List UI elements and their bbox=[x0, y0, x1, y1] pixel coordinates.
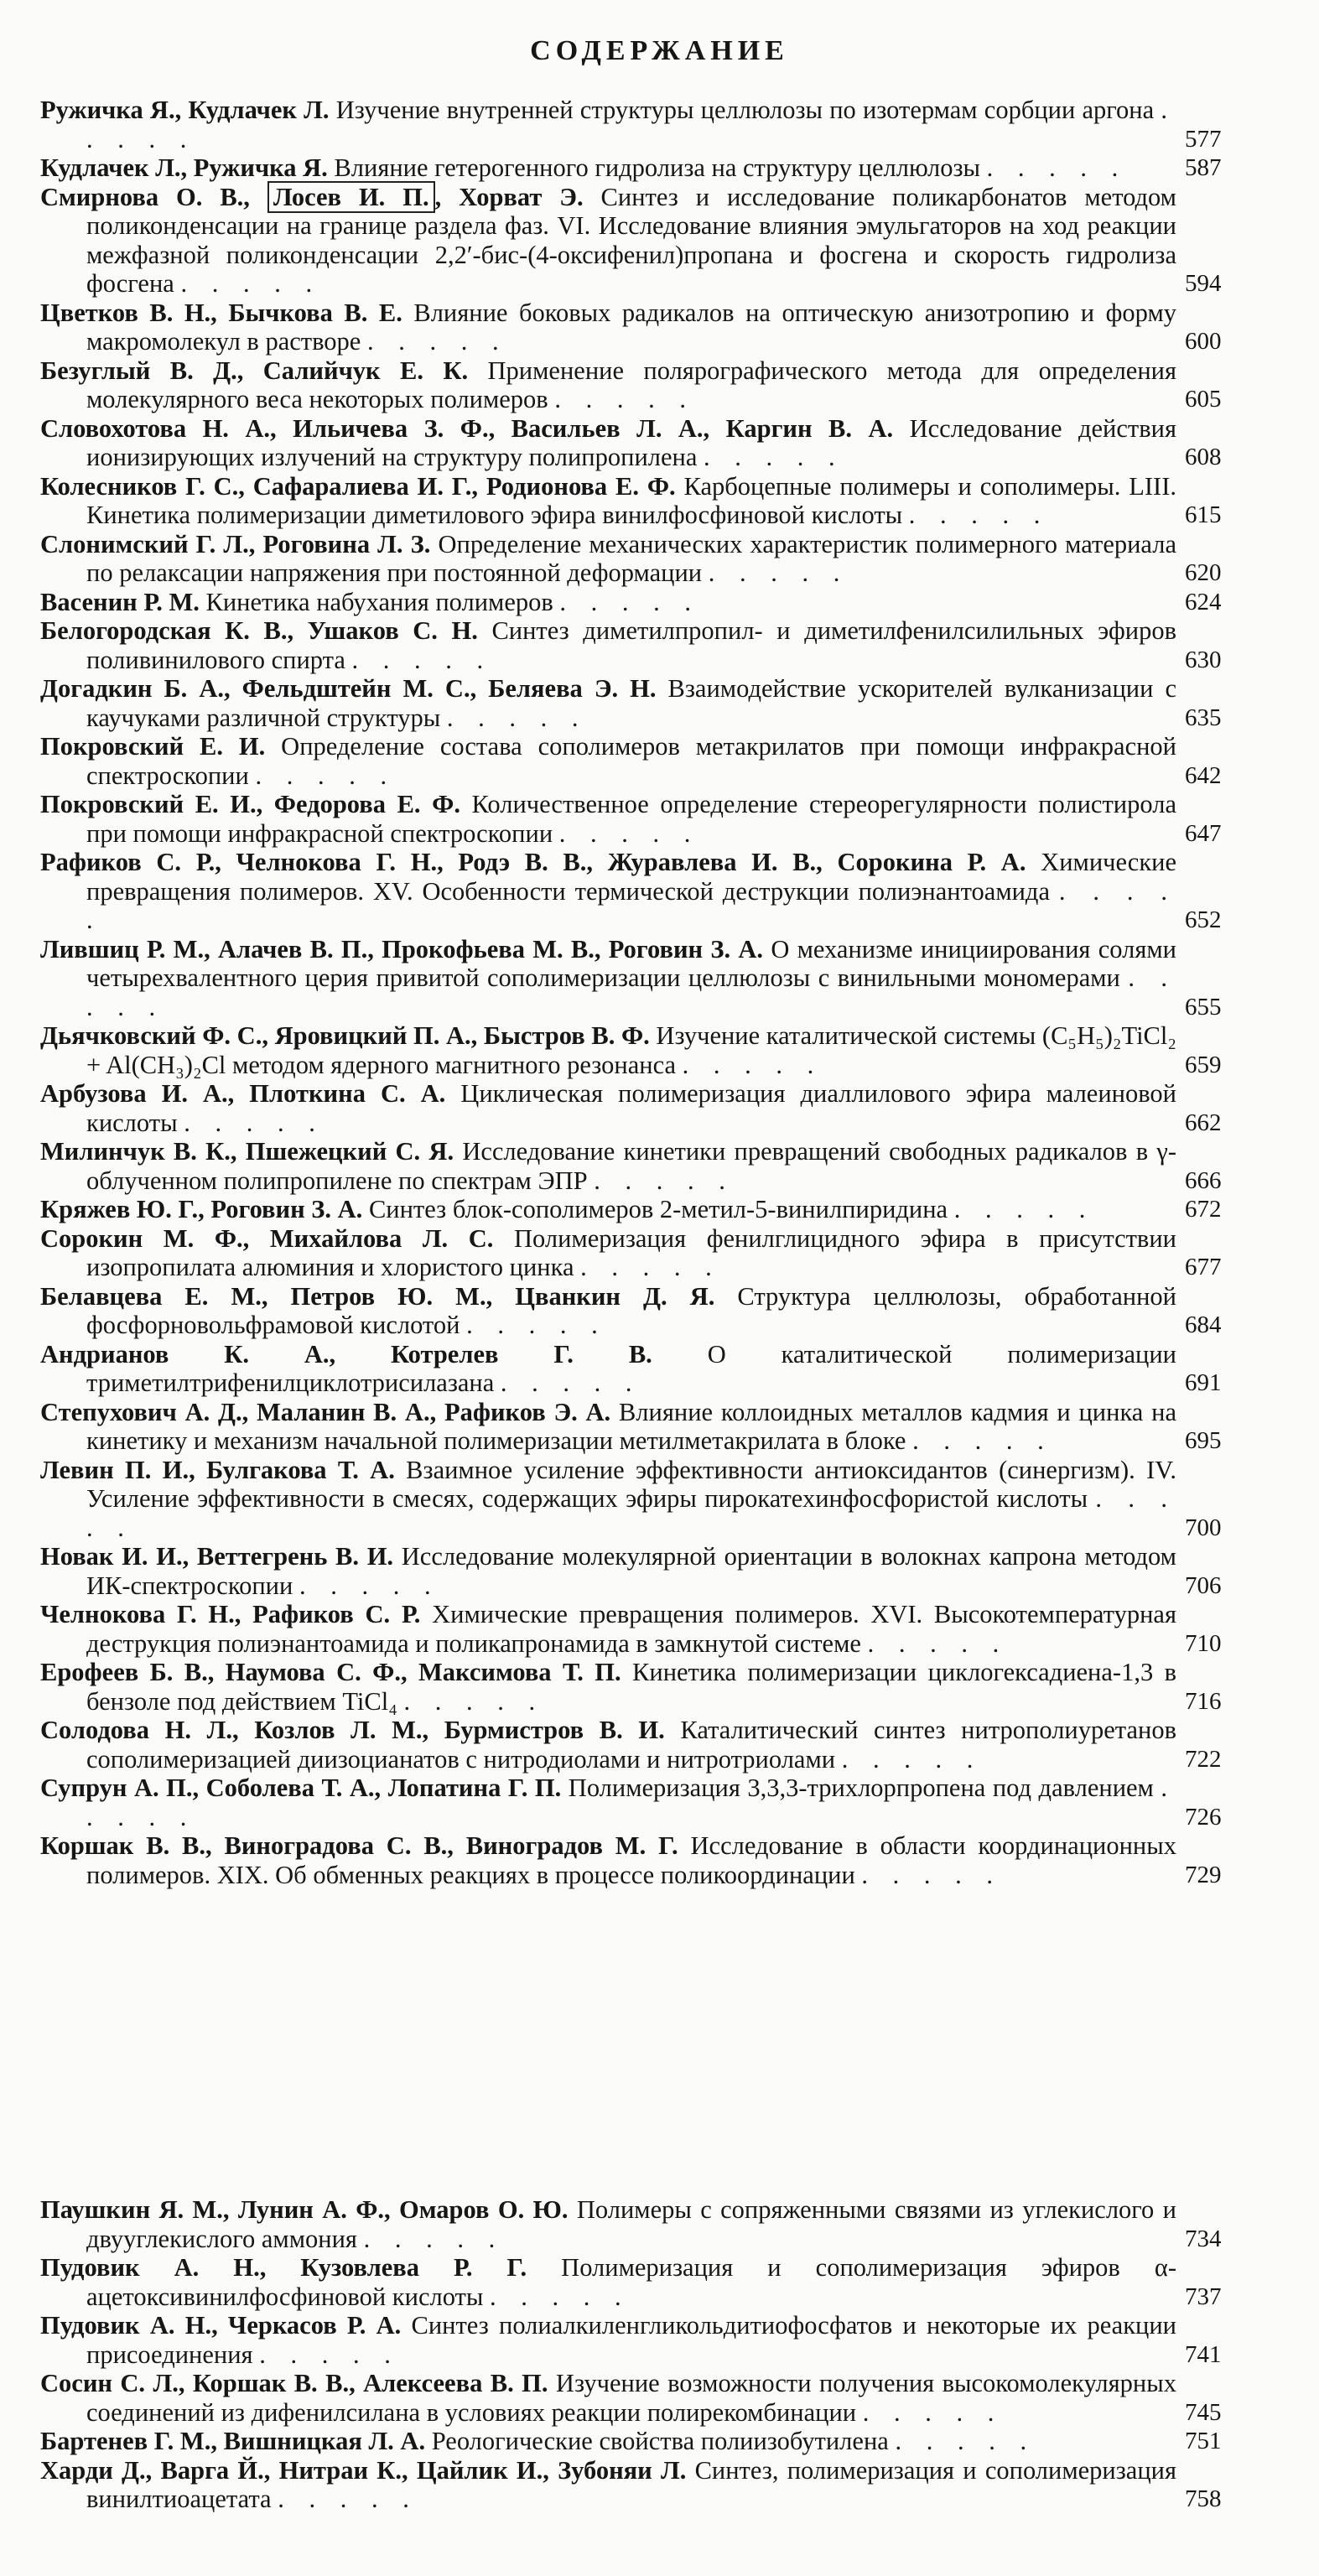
toc-entry-text bbox=[40, 183, 1176, 299]
toc-entry-text bbox=[40, 790, 1176, 848]
toc-entry-text bbox=[40, 472, 1176, 530]
toc-entry-page: 608 bbox=[1185, 444, 1222, 470]
toc-entry-title: Влияние гетерогенного гидролиза на структуру целлюлозы bbox=[327, 153, 987, 182]
toc-entry-text bbox=[40, 153, 1176, 183]
toc-entry-title: Карбоцепные полимеры и сополимеры. LIII. Кинетика полимеризации диметилового эфира винилфосфиновой кислоты bbox=[86, 471, 1176, 529]
toc-entry-text bbox=[40, 299, 1176, 356]
toc-entry-title: Количественное определение стереорегулярности полистирола при помощи инфракрасной спектроскопии bbox=[86, 790, 1176, 848]
toc-entry bbox=[40, 472, 1269, 530]
toc-group-supplement bbox=[40, 2195, 1269, 2514]
toc-entry-page: 716 bbox=[1185, 1687, 1222, 1715]
toc-entry-text bbox=[40, 2427, 1176, 2456]
toc-entry-authors: Ерофеев Б. В., Наумова С. Ф., Максимова Т. П. bbox=[40, 1658, 621, 1686]
toc-entry-text bbox=[40, 848, 1176, 935]
toc-entry-page: 745 bbox=[1185, 2398, 1222, 2426]
toc-entry-title: Каталитический синтез нитрополиуретанов сополимеризацией диизоцианатов с нитродиолами и нитротриолами bbox=[86, 1716, 1176, 1774]
toc-entry-boxed-author: Лосев И. П. bbox=[267, 181, 435, 213]
toc-entry-text bbox=[40, 356, 1176, 414]
toc-entry-page: 677 bbox=[1185, 1254, 1222, 1280]
leader-dots: . . . . . bbox=[912, 1426, 1053, 1455]
toc-entry-page: 722 bbox=[1185, 1745, 1222, 1773]
toc-entry-page: 605 bbox=[1185, 386, 1222, 413]
toc-entry-page: 695 bbox=[1185, 1427, 1222, 1454]
toc-entry bbox=[40, 790, 1269, 848]
leader-dots: . . . . . bbox=[558, 818, 700, 848]
leader-dots: . . . . . bbox=[862, 2397, 1004, 2427]
leader-dots: . . . . . bbox=[86, 96, 1176, 153]
leader-dots: . . . . . bbox=[184, 1108, 325, 1137]
toc-entry-text bbox=[40, 1456, 1176, 1543]
toc-entry-title: Циклическая полимеризация диаллилового эфира малеиновой кислоты bbox=[86, 1079, 1176, 1137]
toc-entry-page: 734 bbox=[1185, 2225, 1222, 2252]
toc-entry-page: 710 bbox=[1185, 1629, 1222, 1657]
toc-entry-page: 666 bbox=[1185, 1166, 1222, 1194]
toc-entry bbox=[40, 96, 1269, 153]
toc-entry-authors: Пудовик А. Н., Кузовлева Р. Г. bbox=[40, 2253, 527, 2282]
toc-entry bbox=[40, 1282, 1269, 1340]
toc-entry bbox=[40, 1542, 1269, 1600]
toc-entry-authors bbox=[40, 181, 584, 213]
toc-entry-title: Влияние боковых радикалов на оптическую анизотропию и форму макромолекул в растворе bbox=[86, 298, 1176, 356]
leader-dots: . . . . . bbox=[403, 1686, 545, 1716]
toc-entry-authors: Словохотова Н. А., Ильичева З. Ф., Васильев Л. А., Каргин В. А. bbox=[40, 413, 894, 443]
toc-entry-text bbox=[40, 1137, 1176, 1195]
leader-dots: . . . . . bbox=[895, 2427, 1036, 2455]
toc-entry-title: Кинетика полимеризации циклогексадиена-1,3 в бензоле под действием TiCl₄ bbox=[86, 1658, 1177, 1716]
toc-entry bbox=[40, 1021, 1269, 1079]
leader-dots: . . . . . bbox=[363, 2224, 505, 2253]
toc-entry bbox=[40, 183, 1269, 299]
toc-entry-authors: Догадкин Б. А., Фельдштейн М. С., Беляева Э. Н. bbox=[40, 674, 657, 703]
leader-dots: . . . . . bbox=[490, 2282, 631, 2311]
toc-entry-page: 587 bbox=[1185, 154, 1222, 181]
toc-entry-page: 729 bbox=[1185, 1861, 1222, 1888]
toc-entry-page: 691 bbox=[1185, 1369, 1222, 1396]
toc-entry-text bbox=[40, 1340, 1176, 1398]
toc-entry bbox=[40, 2456, 1269, 2514]
toc-entry-text bbox=[40, 1542, 1176, 1600]
toc-entry-authors: Андрианов К. А., Котрелев Г. В. bbox=[40, 1339, 652, 1368]
leader-dots: . . . . . bbox=[366, 327, 508, 356]
leader-dots: . . . . . bbox=[841, 1744, 983, 1774]
toc-entry-text bbox=[40, 1079, 1176, 1137]
toc-entry-authors: Солодова Н. Л., Козлов Л. М., Бурмистров В. И. bbox=[40, 1716, 665, 1744]
toc-entry bbox=[40, 1831, 1269, 1889]
toc-entry-text bbox=[40, 1716, 1176, 1774]
toc-entry-authors: Бартенев Г. М., Вишницкая Л. А. bbox=[40, 2427, 426, 2455]
toc-entry-title: Реологические свойства полиизобутилена bbox=[425, 2427, 896, 2455]
leader-dots: . . . . . bbox=[86, 876, 1177, 934]
toc-entry bbox=[40, 1456, 1269, 1543]
toc-entry bbox=[40, 616, 1269, 674]
toc-entry-authors: Харди Д., Варга Й., Нитраи К., Цайлик И., Зубоняи Л. bbox=[40, 2455, 687, 2485]
toc-entry bbox=[40, 356, 1269, 414]
toc-entry bbox=[40, 414, 1269, 472]
toc-entry-title: Исследование действия ионизирующих излучений на структуру полипропилена bbox=[86, 413, 1176, 471]
toc-entry bbox=[40, 674, 1269, 732]
toc-entry-authors: Челнокова Г. Н., Рафиков С. Р. bbox=[40, 1600, 421, 1628]
leader-dots: . . . . . bbox=[259, 2340, 400, 2369]
toc-entry-title: Кинетика набухания полимеров bbox=[199, 587, 560, 616]
toc-entry bbox=[40, 1774, 1269, 1831]
toc-entry-authors: Слонимский Г. Л., Роговина Л. З. bbox=[40, 529, 431, 558]
toc-entry-text bbox=[40, 616, 1176, 674]
toc-entry-text bbox=[40, 1774, 1176, 1831]
leader-dots: . . . . . bbox=[351, 645, 493, 674]
leader-dots: . . . . . bbox=[861, 1860, 1003, 1889]
toc-entry-authors: Милинчук В. К., Пшежецкий С. Я. bbox=[40, 1137, 454, 1166]
toc-entry-authors: Васенин Р. М. bbox=[40, 587, 200, 616]
toc-entry-text bbox=[40, 1831, 1176, 1889]
toc-entry-title: Исследование молекулярной ориентации в волокнах капрона методом ИК-спектроскопии bbox=[86, 1542, 1176, 1600]
toc-entry bbox=[40, 2195, 1269, 2253]
toc-entry-title: Структура целлюлозы, обработанной фосфорновольфрамовой кислотой bbox=[86, 1281, 1176, 1339]
toc-entry-authors: Рафиков С. Р., Челнокова Г. Н., Родэ В. В., Журавлева И. В., Сорокина Р. А. bbox=[40, 848, 1026, 876]
toc-entry-page: 652 bbox=[1185, 906, 1222, 933]
toc-entry-authors: Сорокин М. Ф., Михайлова Л. С. bbox=[40, 1223, 494, 1253]
toc-group-main bbox=[40, 96, 1269, 1889]
toc-entry-title: Химические превращения полимеров. XV. Особенности термической деструкции полиэнантоамида bbox=[86, 848, 1176, 906]
toc-entry-title: Полимеры с сопряженными связями из углекислого и двууглекислого аммония bbox=[86, 2195, 1176, 2253]
toc-entry bbox=[40, 1600, 1269, 1658]
leader-dots: . . . . . bbox=[953, 1195, 1095, 1223]
toc-entry-title: Синтез блок-сополимеров 2-метил-5-винилпиридина bbox=[362, 1195, 954, 1223]
toc-entry-page: 684 bbox=[1185, 1311, 1222, 1338]
toc-entry-text bbox=[40, 1021, 1176, 1079]
toc-entry-authors: Лившиц Р. М., Алачев В. П., Прокофьева М. В., Роговин З. А. bbox=[40, 934, 764, 963]
toc-entry bbox=[40, 153, 1269, 183]
toc-entry bbox=[40, 1224, 1269, 1282]
toc-entry-title: Химические превращения полимеров. XVI. Высокотемпературная деструкция полиэнантоамида и поликапронамида в замкнутой системе bbox=[86, 1600, 1176, 1658]
toc-entry-title: Определение состава сополимеров метакрилатов при помощи инфракрасной спектроскопии bbox=[86, 732, 1176, 790]
toc-entry-page: 726 bbox=[1185, 1803, 1222, 1831]
toc-entry-authors: Белавцева Е. М., Петров Ю. М., Цванкин Д. Я. bbox=[40, 1281, 715, 1311]
leader-dots: . . . . . bbox=[580, 1253, 721, 1281]
leader-dots: . . . . . bbox=[682, 1050, 823, 1079]
toc-entry bbox=[40, 2369, 1269, 2427]
toc-entry-page: 647 bbox=[1185, 819, 1222, 847]
toc-entry-text bbox=[40, 1658, 1176, 1716]
toc-entry-title: Взаимодействие ускорителей вулканизации с каучуками различной структуры bbox=[86, 674, 1176, 732]
toc-entry-text bbox=[40, 935, 1176, 1022]
leader-dots: . . . . . bbox=[299, 1571, 440, 1600]
toc-entry-authors: Белогородская К. В., Ушаков С. Н. bbox=[40, 616, 478, 645]
toc-entry-title: Изучение возможности получения высокомолекулярных соединений из дифенилсилана в условиях реакции полирекомбинации bbox=[86, 2369, 1176, 2427]
toc-entry-authors: Новак И. И., Веттегрень В. И. bbox=[40, 1542, 394, 1571]
toc-entry-page: 700 bbox=[1185, 1514, 1222, 1541]
toc-entry-authors: Левин П. И., Булгакова Т. А. bbox=[40, 1455, 395, 1484]
toc-entry-text bbox=[40, 1224, 1176, 1282]
toc-entry-title: Полимеризация и сополимеризация эфиров α-ацетоксивинилфосфиновой кислоты bbox=[86, 2253, 1176, 2311]
toc-entry bbox=[40, 848, 1269, 935]
toc-entry-authors-after: , Хорват Э. bbox=[434, 182, 584, 211]
toc-entry-page: 630 bbox=[1185, 646, 1222, 673]
leader-dots: . . . . . bbox=[554, 385, 695, 413]
toc-entry-page: 737 bbox=[1185, 2283, 1222, 2310]
toc-entry-title: Синтез и исследование поликарбонатов методом поликонденсации на границе раздела фаз. VI. Исследование влияния эмульгаторов на ход реакции межфазной поликонденсации 2,2′-бис-(4-оксифенил)пропана и фосгена и скорость гидролиза фосгена bbox=[86, 182, 1176, 298]
toc-entry bbox=[40, 732, 1269, 790]
toc-entry bbox=[40, 530, 1269, 588]
leader-dots: . . . . . bbox=[180, 269, 322, 298]
leader-dots: . . . . . bbox=[500, 1368, 641, 1397]
toc-entry-title: Синтез, полимеризация и сополимеризация винилтиоацетата bbox=[86, 2455, 1177, 2513]
toc-entry-title: Синтез полиалкиленгликольдитиофосфатов и некоторые их реакции присоединения bbox=[86, 2311, 1176, 2369]
toc-entry bbox=[40, 588, 1269, 617]
toc-entry bbox=[40, 2427, 1269, 2456]
toc-entry-text bbox=[40, 732, 1176, 790]
toc-entry-title: Взаимное усиление эффективности антиоксидантов (синергизм). IV. Усиление эффективности в смесях, содержащих эфиры пирокатехинфосфористой кислоты bbox=[86, 1455, 1176, 1513]
toc-entry-title: О каталитической полимеризации триметилтрифенилциклотрисилазана bbox=[86, 1339, 1176, 1397]
toc-entry-text bbox=[40, 530, 1176, 588]
toc-entry-authors: Арбузова И. А., Плоткина С. А. bbox=[40, 1079, 446, 1108]
toc-entry-text bbox=[40, 674, 1176, 732]
toc-entry-page: 600 bbox=[1185, 328, 1222, 355]
toc-entry-title: Определение механических характеристик полимерного материала по релаксации напряжения при постоянной деформации bbox=[86, 529, 1176, 587]
toc-entry-authors: Покровский Е. И. bbox=[40, 732, 266, 761]
toc-entry-text bbox=[40, 1600, 1176, 1658]
toc-entry-page: 758 bbox=[1185, 2485, 1222, 2512]
toc-entry bbox=[40, 2311, 1269, 2369]
toc-entry-title: Исследование кинетики превращений свободных радикалов в γ-облученном полипропилене по спектрам ЭПР bbox=[86, 1137, 1176, 1195]
toc-entry-title: О механизме инициирования солями четырехвалентного церия привитой сополимеризации целлюлозы с винильными мономерами bbox=[86, 934, 1176, 992]
toc-entry-authors: Кряжев Ю. Г., Роговин З. А. bbox=[40, 1195, 363, 1223]
toc-entry-text bbox=[40, 2311, 1176, 2369]
toc-entry-title: Изучение внутренней структуры целлюлозы по изотермам сорбции аргона bbox=[329, 96, 1161, 124]
toc-entry bbox=[40, 1716, 1269, 1774]
toc-entry-authors: Супрун А. П., Соболева Т. А., Лопатина Г. П. bbox=[40, 1774, 562, 1802]
toc-entry-authors: Безуглый В. Д., Салийчук Е. К. bbox=[40, 356, 469, 385]
leader-dots: . . . . . bbox=[446, 703, 588, 732]
leader-dots: . . . . . bbox=[559, 587, 701, 616]
leader-dots: . . . . . bbox=[867, 1628, 1009, 1658]
toc-entry-authors: Сосин С. Л., Коршак В. В., Алексеева В. П. bbox=[40, 2369, 548, 2397]
toc-entry-page: 635 bbox=[1185, 704, 1222, 731]
toc-entry-authors: Коршак В. В., Виноградова С. В., Виноградов М. Г. bbox=[40, 1831, 678, 1860]
toc-entry-title: Изучение каталитической системы (C₅H₅)₂TiCl₂ + Al(CH₃)₂Cl методом ядерного магнитного резонанса bbox=[86, 1021, 1177, 1079]
toc-entry bbox=[40, 1195, 1269, 1224]
leader-dots: . . . . . bbox=[704, 443, 844, 471]
leader-dots: . . . . . bbox=[466, 1311, 607, 1339]
toc-entry bbox=[40, 935, 1269, 1022]
leader-dots: . . . . . bbox=[708, 558, 849, 587]
toc-entry bbox=[40, 2253, 1269, 2311]
toc-entry-page: 642 bbox=[1185, 761, 1222, 789]
leader-dots: . . . . . bbox=[86, 1484, 1177, 1542]
leader-dots: . . . . . bbox=[908, 501, 1050, 529]
leader-dots: . . . . . bbox=[86, 963, 1177, 1021]
toc-entry-authors: Цветков В. Н., Бычкова В. Е. bbox=[40, 298, 402, 327]
toc-entry-page: 706 bbox=[1185, 1571, 1222, 1599]
leader-dots: . . . . . bbox=[278, 2485, 418, 2513]
toc-entry-page: 751 bbox=[1185, 2428, 1222, 2454]
toc-entry-authors: Паушкин Я. М., Лунин А. Ф., Омаров О. Ю. bbox=[40, 2195, 569, 2224]
toc-entry-text bbox=[40, 1195, 1176, 1224]
toc-entry-authors: Покровский Е. И., Федорова Е. Ф. bbox=[40, 790, 460, 818]
toc-entry-page: 577 bbox=[1185, 125, 1222, 153]
toc-entry bbox=[40, 1658, 1269, 1716]
toc-entry-text bbox=[40, 588, 1176, 617]
toc-entry-text bbox=[40, 2195, 1176, 2253]
toc-entry-title: Применение полярографического метода для определения молекулярного веса некоторых полимеров bbox=[86, 356, 1177, 413]
toc-entry-text bbox=[40, 96, 1176, 153]
toc-entry-text bbox=[40, 1282, 1176, 1340]
toc-entry-page: 624 bbox=[1185, 588, 1222, 615]
toc-entry-authors: Кудлачек Л., Ружичка Я. bbox=[40, 153, 328, 182]
toc-entry bbox=[40, 1340, 1269, 1398]
toc-entry-authors-before: Смирнова О. В., bbox=[40, 182, 267, 211]
toc-entry-title: Исследование в области координационных полимеров. XIX. Об обменных реакциях в процессе поликоординации bbox=[86, 1831, 1176, 1889]
toc-entry-text bbox=[40, 2369, 1176, 2427]
leader-dots: . . . . . bbox=[986, 153, 1128, 182]
toc-entry-page: 655 bbox=[1185, 993, 1222, 1021]
toc-entry-page: 672 bbox=[1185, 1196, 1222, 1223]
toc-entry-page: 741 bbox=[1185, 2340, 1222, 2368]
toc-entry-page: 615 bbox=[1185, 501, 1222, 528]
toc-entry-authors: Степухович А. Д., Маланин В. А., Рафиков Э. А. bbox=[40, 1397, 611, 1426]
leader-dots: . . . . . bbox=[86, 1774, 1176, 1831]
toc-entry-title: Полимеризация 3,3,3-трихлорпропена под давлением bbox=[561, 1774, 1161, 1802]
toc-entry-title: Полимеризация фенилглицидного эфира в присутствии изопропилата алюминия и хлористого цинка bbox=[86, 1223, 1176, 1281]
toc-entry-text bbox=[40, 414, 1176, 472]
toc-entry bbox=[40, 1398, 1269, 1456]
toc-entry-title: Синтез диметилпропил- и диметилфенилсилильных эфиров поливинилового спирта bbox=[86, 616, 1176, 674]
toc-entry-page: 659 bbox=[1185, 1051, 1222, 1078]
toc-entry-text bbox=[40, 2456, 1176, 2514]
toc-entry-page: 620 bbox=[1185, 559, 1222, 586]
toc-entry-text bbox=[40, 1398, 1176, 1456]
toc-entry-page: 662 bbox=[1185, 1109, 1222, 1136]
toc-entry bbox=[40, 1079, 1269, 1137]
toc-entry-authors: Ружичка Я., Кудлачек Л. bbox=[40, 96, 330, 124]
page-title: СОДЕРЖАНИЕ bbox=[530, 35, 789, 66]
toc-entry-authors: Дьячковский Ф. С., Яровицкий П. А., Быстров В. Ф. bbox=[40, 1021, 650, 1050]
toc-entry-title: Влияние коллоидных металлов кадмия и цинка на кинетику и механизм начальной полимеризации метилметакрилата в блоке bbox=[86, 1397, 1176, 1455]
toc-entry-page: 594 bbox=[1185, 270, 1222, 297]
toc-entry bbox=[40, 299, 1269, 356]
toc-entry bbox=[40, 1137, 1269, 1195]
leader-dots: . . . . . bbox=[255, 761, 397, 790]
toc-entry-authors: Пудовик А. Н., Черкасов Р. А. bbox=[40, 2311, 402, 2340]
toc-entry-text bbox=[40, 2253, 1176, 2311]
leader-dots: . . . . . bbox=[594, 1166, 735, 1195]
toc-entry-authors: Колесников Г. С., Сафаралиева И. Г., Родионова Е. Ф. bbox=[40, 471, 676, 501]
